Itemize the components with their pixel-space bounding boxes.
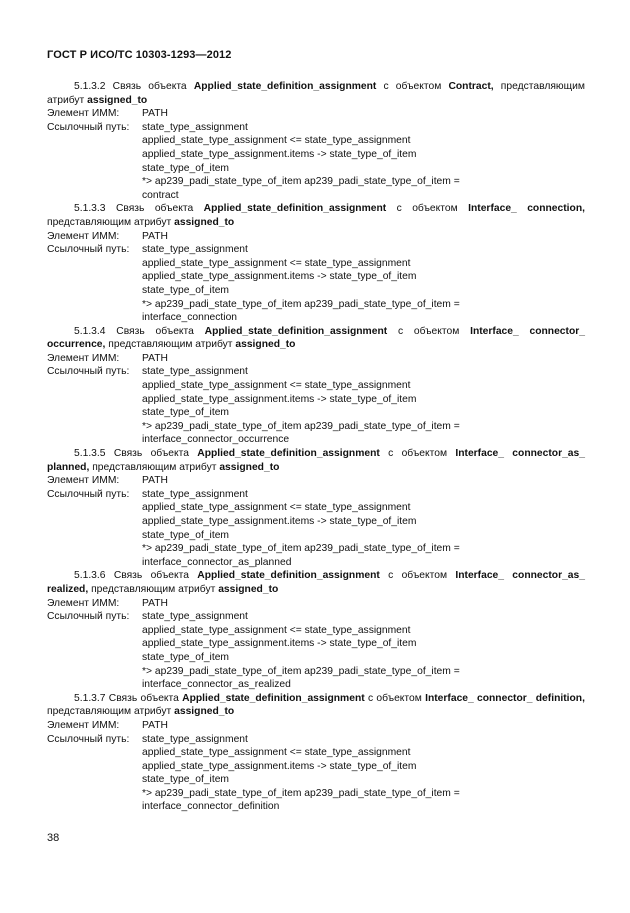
target-entity: Interface_ connector_as_ planned, [47,448,585,473]
section-number: 5.1.3.7 [74,692,106,704]
imm-label: Элемент ИММ: [47,475,120,487]
attribute-name: assigned_to [174,706,235,718]
ref-path-row [47,365,585,379]
section-title [47,569,585,596]
path-line: applied_state_type_assignment.items -> state_type_of_item [142,760,417,772]
path-line: interface_connector_as_planned [142,556,292,568]
path-lines [142,501,585,569]
path-line: *> ap239_padi_state_type_of_item ap239_padi_state_type_of_item = [142,543,460,555]
document-body [47,80,585,814]
path-line: *> ap239_padi_state_type_of_item ap239_padi_state_type_of_item = [142,176,460,188]
path-lines [142,624,585,692]
path-line: *> ap239_padi_state_type_of_item ap239_padi_state_type_of_item = [142,787,460,799]
section-title [47,447,585,474]
section-post: представляющим атрибут [108,339,233,351]
section-post: представляющим атрибут [47,216,172,228]
path-line: applied_state_type_assignment <= state_type_assignment [142,380,411,392]
imm-row [47,107,585,121]
imm-value: PATH [142,719,168,731]
path-line: state_type_of_item [142,162,230,174]
sections-container [47,80,585,814]
section-mid: с объектом [396,203,458,215]
section-pre: Связь объекта [113,448,189,460]
section-pre: Связь объекта [108,692,179,704]
imm-row [47,597,585,611]
section-number: 5.1.3.4 [74,325,106,337]
path-line: state_type_of_item [142,529,230,541]
section-mid: с объектом [388,570,448,582]
ref-path-label: Ссылочный путь: [47,366,130,378]
ref-path-label: Ссылочный путь: [47,611,130,623]
section-title [47,325,585,352]
mapping-section [47,325,585,447]
ref-path-row [47,121,585,135]
imm-row [47,230,585,244]
imm-label: Элемент ИММ: [47,108,120,120]
path-lines [142,379,585,447]
path-line: interface_connection [142,312,238,324]
target-entity: Interface_ connector_ definition, [425,692,585,704]
imm-value: PATH [142,597,168,609]
target-entity: Interface_ connection, [468,203,585,215]
section-title [47,80,585,107]
entity-name: Applied_state_definition_assignment [197,570,380,582]
path-line: applied_state_type_assignment <= state_type_assignment [142,135,411,147]
ref-path-row [47,243,585,257]
section-pre: Связь объекта [112,81,187,92]
path-line: interface_connector_occurrence [142,434,290,446]
path-lines [142,746,585,814]
path-line: *> ap239_padi_state_type_of_item ap239_padi_state_type_of_item = [142,665,460,677]
ref-path-label: Ссылочный путь: [47,244,130,256]
target-entity: Contract, [448,81,494,92]
section-post: представляющим атрибут [47,706,172,718]
path-lines [142,134,585,202]
section-mid: с объектом [367,692,422,704]
path-line: state_type_of_item [142,651,230,663]
path-line: state_type_assignment [142,733,248,745]
path-line: state_type_assignment [142,244,248,256]
ref-path-label: Ссылочный путь: [47,733,130,745]
attribute-name: assigned_to [235,339,296,351]
attribute-name: assigned_to [87,94,148,106]
section-number: 5.1.3.2 [74,81,106,92]
section-post: представляющим атрибут [92,461,217,473]
imm-value: PATH [142,475,168,487]
path-line: applied_state_type_assignment.items -> state_type_of_item [142,638,417,650]
entity-name: Applied_state_definition_assignment [204,325,388,337]
section-post: представляющим атрибут [47,81,585,106]
imm-value: PATH [142,352,168,364]
section-number: 5.1.3.6 [74,570,106,582]
path-line: state_type_assignment [142,121,248,133]
imm-row [47,474,585,488]
imm-label: Элемент ИММ: [47,719,120,731]
path-line: applied_state_type_assignment.items -> state_type_of_item [142,148,417,160]
entity-name: Applied_state_definition_assignment [197,448,380,460]
path-line: applied_state_type_assignment <= state_type_assignment [142,502,411,514]
imm-value: PATH [142,230,168,242]
entity-name: Applied_state_definition_assignment [193,81,377,92]
path-line: state_type_of_item [142,774,230,786]
attribute-name: assigned_to [174,216,235,228]
page-number: 38 [47,832,60,844]
section-title [47,202,585,229]
imm-label: Элемент ИММ: [47,230,120,242]
path-line: applied_state_type_assignment.items -> state_type_of_item [142,516,417,527]
path-line: *> ap239_padi_state_type_of_item ap239_padi_state_type_of_item = [142,298,460,310]
path-line: state_type_assignment [142,366,248,378]
section-number: 5.1.3.5 [74,448,106,460]
imm-row [47,719,585,733]
ref-path-label: Ссылочный путь: [47,121,130,133]
mapping-section [47,80,585,202]
mapping-section [47,569,585,691]
mapping-section [47,692,585,814]
path-line: applied_state_type_assignment.items -> state_type_of_item [142,271,417,283]
section-mid: с объектом [397,325,460,337]
imm-row [47,352,585,366]
attribute-name: assigned_to [219,461,280,473]
document-header: ГОСТ Р ИСО/ТС 10303-1293—2012 [47,49,232,61]
path-line: contract [142,189,179,201]
ref-path-row [47,733,585,747]
path-line: interface_connector_definition [142,801,280,813]
target-entity: Interface_ connector_ occurrence, [47,325,585,351]
imm-value: PATH [142,108,168,120]
section-mid: с объектом [383,81,442,92]
path-line: state_type_assignment [142,611,248,623]
mapping-section [47,202,585,324]
path-line: state_type_assignment [142,488,248,500]
section-number: 5.1.3.3 [74,203,106,215]
ref-path-label: Ссылочный путь: [47,488,130,500]
ref-path-row [47,610,585,624]
section-mid: с объектом [388,448,448,460]
path-line: applied_state_type_assignment <= state_type_assignment [142,747,411,759]
entity-name: Applied_state_definition_assignment [182,692,365,704]
target-entity: Interface_ connector_as_ realized, [47,570,585,595]
section-pre: Связь объекта [113,570,189,582]
attribute-name: assigned_to [218,583,279,595]
section-post: представляющим атрибут [91,583,216,595]
path-line: applied_state_type_assignment.items -> state_type_of_item [142,393,417,405]
path-line: state_type_of_item [142,407,230,419]
section-pre: Связь объекта [116,325,194,337]
path-line: interface_connector_as_realized [142,679,291,691]
section-pre: Связь объекта [115,203,194,215]
ref-path-row [47,488,585,502]
mapping-section [47,447,585,569]
entity-name: Applied_state_definition_assignment [203,203,387,215]
path-line: state_type_of_item [142,284,230,296]
imm-label: Элемент ИММ: [47,597,120,609]
path-line: applied_state_type_assignment <= state_type_assignment [142,257,411,269]
imm-label: Элемент ИММ: [47,352,120,364]
path-line: *> ap239_padi_state_type_of_item ap239_padi_state_type_of_item = [142,420,460,432]
section-title [47,692,585,719]
path-lines [142,257,585,325]
path-line: applied_state_type_assignment <= state_type_assignment [142,624,411,636]
